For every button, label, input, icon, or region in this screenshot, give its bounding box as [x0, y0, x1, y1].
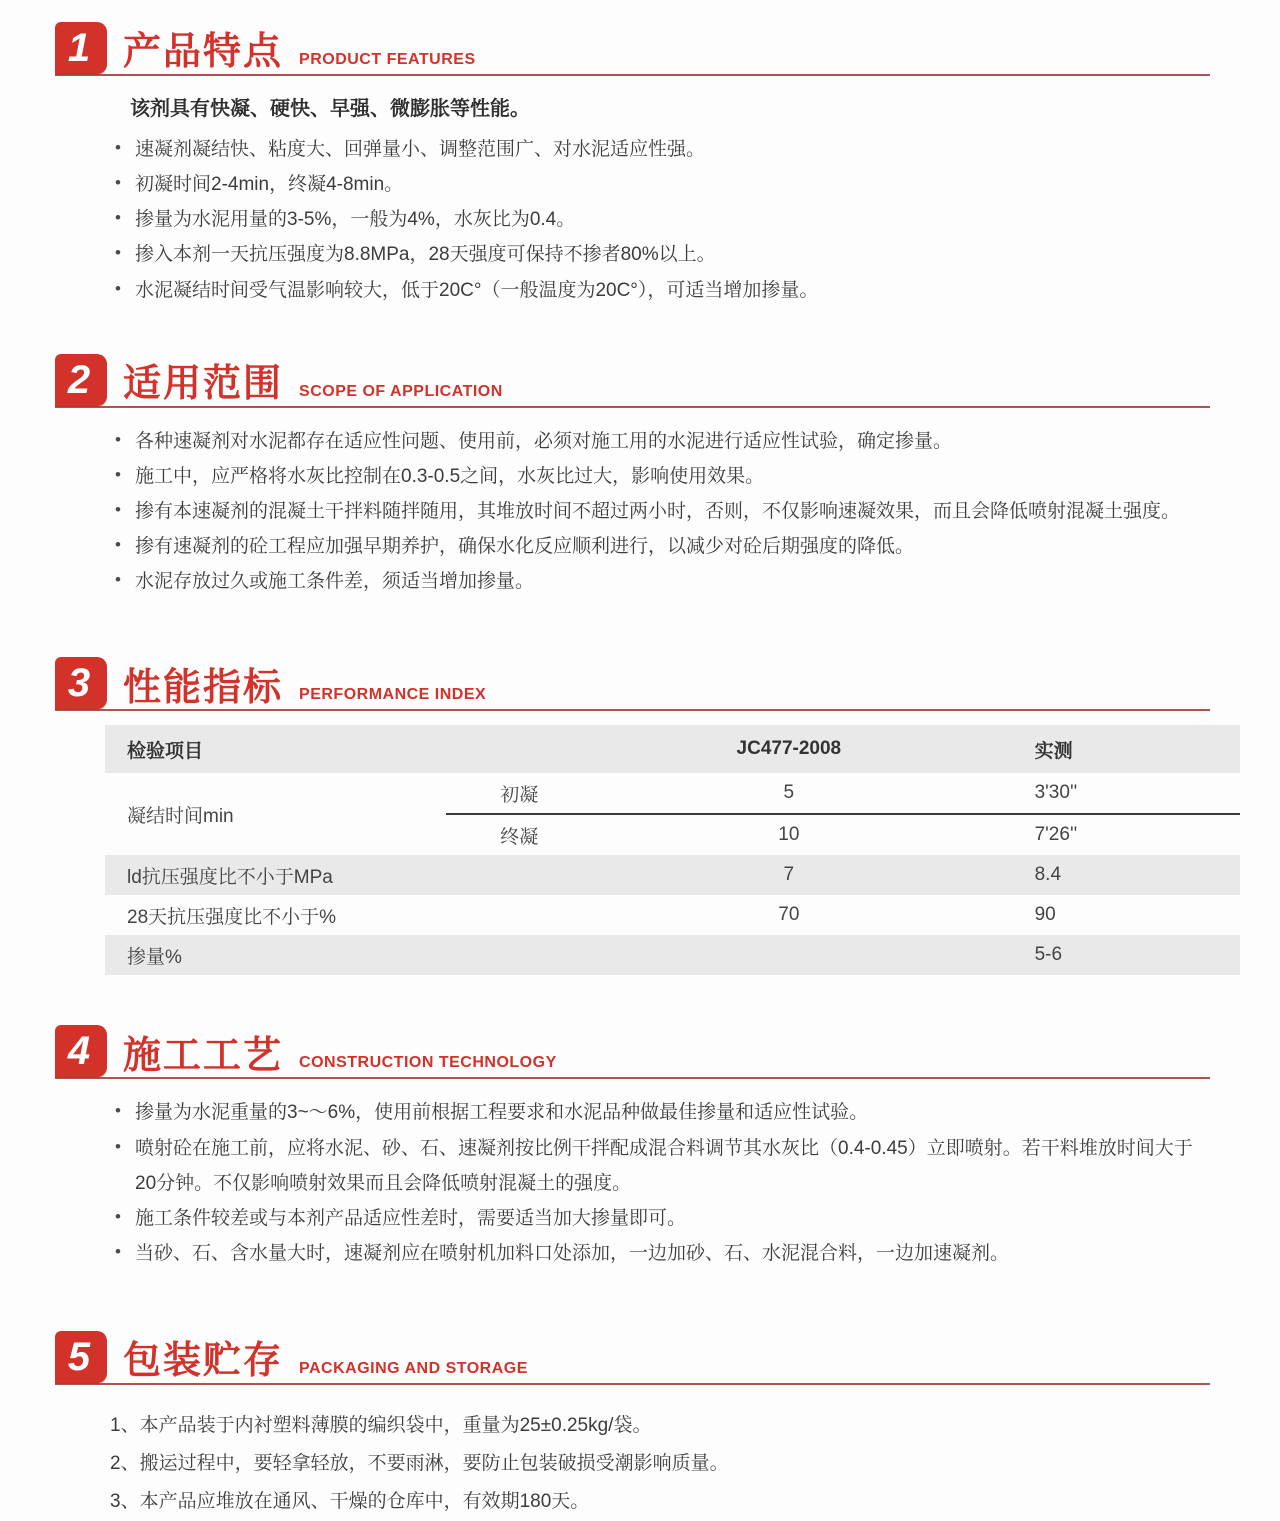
section-performance-index: [55, 657, 1240, 975]
section-header: [55, 22, 1210, 76]
list-item: • 掺量为水泥用量的3-5%，一般为4%，水灰比为0.4。: [115, 202, 1205, 237]
list-item: 1、本产品装于内衬塑料薄膜的编织袋中，重量为25±0.25kg/袋。: [110, 1415, 652, 1437]
table-row: [105, 855, 1240, 895]
table-row: [105, 773, 1240, 814]
section-title-zh: 施工工艺: [123, 1034, 284, 1077]
section-title-en: PRODUCT FEATURES: [299, 51, 476, 68]
section-number-badge: [55, 1331, 107, 1383]
section-title-en: CONSTRUCTION TECHNOLOGY: [299, 1054, 557, 1072]
section-number-badge: [55, 657, 107, 709]
list-item: 3、本产品应堆放在通风、干燥的仓库中，有效期180天。: [110, 1491, 590, 1513]
section-title-zh: 适用范围: [123, 362, 284, 405]
section-body: [55, 1385, 1240, 1521]
section-number: 2: [67, 357, 91, 402]
table-row: [105, 895, 1240, 935]
table-cell-item: 28天抗压强度比不小于%: [127, 906, 337, 928]
table-header-row: [105, 725, 1240, 773]
table-cell-standard: 7: [593, 855, 985, 895]
table-header-standard: JC477-2008: [593, 725, 985, 773]
section-header: [55, 657, 1210, 711]
table-cell-standard: [593, 935, 985, 975]
table-cell-measured: 7'26'': [1034, 824, 1078, 846]
table-header-measured: 实测: [985, 725, 1240, 773]
list-item: • 施工条件较差或与本剂产品适应性差时，需要适当加大掺量即可。: [115, 1201, 1205, 1236]
section-title-en: PERFORMANCE INDEX: [299, 686, 487, 704]
section-header: [55, 354, 1210, 408]
list-item: • 掺有速凝剂的砼工程应加强早期养护，确保水化反应顺利进行，以减少对砼后期强度的降低。: [115, 529, 1205, 564]
section-number-badge: [55, 1025, 107, 1077]
section-title-zh: 性能指标: [123, 666, 284, 709]
list-item: • 掺有本速凝剂的混凝土干拌料随拌随用，其堆放时间不超过两小时，否则，不仅影响速凝效果，而且会降低喷射混凝土强度。: [115, 494, 1205, 529]
table-cell-measured: 8.4: [985, 855, 1240, 895]
list-item: • 当砂、石、含水量大时，速凝剂应在喷射机加料口处添加，一边加砂、石、水泥混合料，一边加速凝剂。: [115, 1236, 1205, 1271]
section-header: [55, 1331, 1210, 1385]
section-title-zh: 包装贮存: [123, 1340, 284, 1383]
list-item: • 掺量为水泥重量的3~～6%，使用前根据工程要求和水泥品种做最佳掺量和适应性试验。: [115, 1095, 1205, 1130]
list-item: • 各种速凝剂对水泥都存在适应性问题、使用前，必须对施工用的水泥进行适应性试验，确定掺量。: [115, 424, 1205, 459]
table-cell-item: 掺量%: [105, 935, 446, 975]
table-cell-item: 凝结时间min: [127, 805, 234, 827]
intro-line: 该剂具有快凝、硬快、早强、微膨胀等性能。: [130, 98, 530, 120]
table-cell-standard: 10: [778, 824, 800, 846]
table-cell-sublabel: 终凝: [500, 826, 539, 848]
list-item: • 水泥凝结时间受气温影响较大，低于20C°（一般温度为20C°），可适当增加掺量。: [115, 273, 1205, 308]
table-cell-measured: 5-6: [985, 935, 1240, 975]
numbered-list: [110, 1407, 1240, 1521]
section-product-features: [55, 22, 1240, 308]
table-header-sub: [446, 725, 594, 773]
section-header: [55, 1025, 1210, 1079]
section-title-en: PACKAGING AND STORAGE: [299, 1360, 528, 1378]
section-body: [55, 76, 1240, 308]
performance-table: [105, 725, 1240, 975]
bullet-list: [115, 424, 1205, 600]
list-item: • 施工中，应严格将水灰比控制在0.3-0.5之间，水灰比过大，影响使用效果。: [115, 459, 1205, 494]
table-header-item: 检验项目: [105, 725, 446, 773]
list-item: • 喷射砼在施工前，应将水泥、砂、石、速凝剂按比例干拌配成混合料调节其水灰比（0.4-0.45）立即喷射。若干料堆放时间大于20分钟。不仅影响喷射效果而且会降低喷射混凝土的强度。: [115, 1131, 1205, 1201]
table-cell-standard: 5: [593, 773, 985, 814]
section-title-zh: 产品特点: [123, 31, 284, 74]
section-number-badge: [55, 22, 107, 74]
table-cell-standard: 70: [778, 904, 800, 926]
section-number-badge: [55, 354, 107, 406]
table-row: [105, 935, 1240, 975]
list-item: • 初凝时间2-4min，终凝4-8min。: [115, 167, 1205, 202]
bullet-list: [115, 132, 1205, 308]
section-body: [55, 1079, 1240, 1271]
section-body: [55, 408, 1240, 600]
section-number: 1: [67, 26, 91, 70]
list-item: • 速凝剂凝结快、粘度大、回弹量小、调整范围广、对水泥适应性强。: [115, 132, 1205, 167]
list-item: • 掺入本剂一天抗压强度为8.8MPa，28天强度可保持不掺者80%以上。: [115, 237, 1205, 272]
list-item: 2、搬运过程中，要轻拿轻放，不要雨淋，要防止包装破损受潮影响质量。: [110, 1453, 729, 1475]
section-number: 5: [67, 1335, 91, 1380]
section-number: 4: [67, 1029, 91, 1074]
section-title-en: SCOPE OF APPLICATION: [299, 382, 503, 400]
section-scope-of-application: [55, 354, 1240, 600]
table-cell-measured: 90: [1034, 904, 1056, 926]
table-cell-measured: 3'30'': [985, 773, 1240, 814]
table-cell-item: ld抗压强度比不小于MPa: [105, 855, 446, 895]
section-construction-technology: [55, 1025, 1240, 1271]
table-cell-sublabel: 初凝: [446, 773, 594, 814]
section-number: 3: [67, 661, 91, 706]
section-packaging-and-storage: [55, 1331, 1240, 1521]
bullet-list: [115, 1095, 1205, 1271]
list-item: • 水泥存放过久或施工条件差，须适当增加掺量。: [115, 564, 1205, 599]
